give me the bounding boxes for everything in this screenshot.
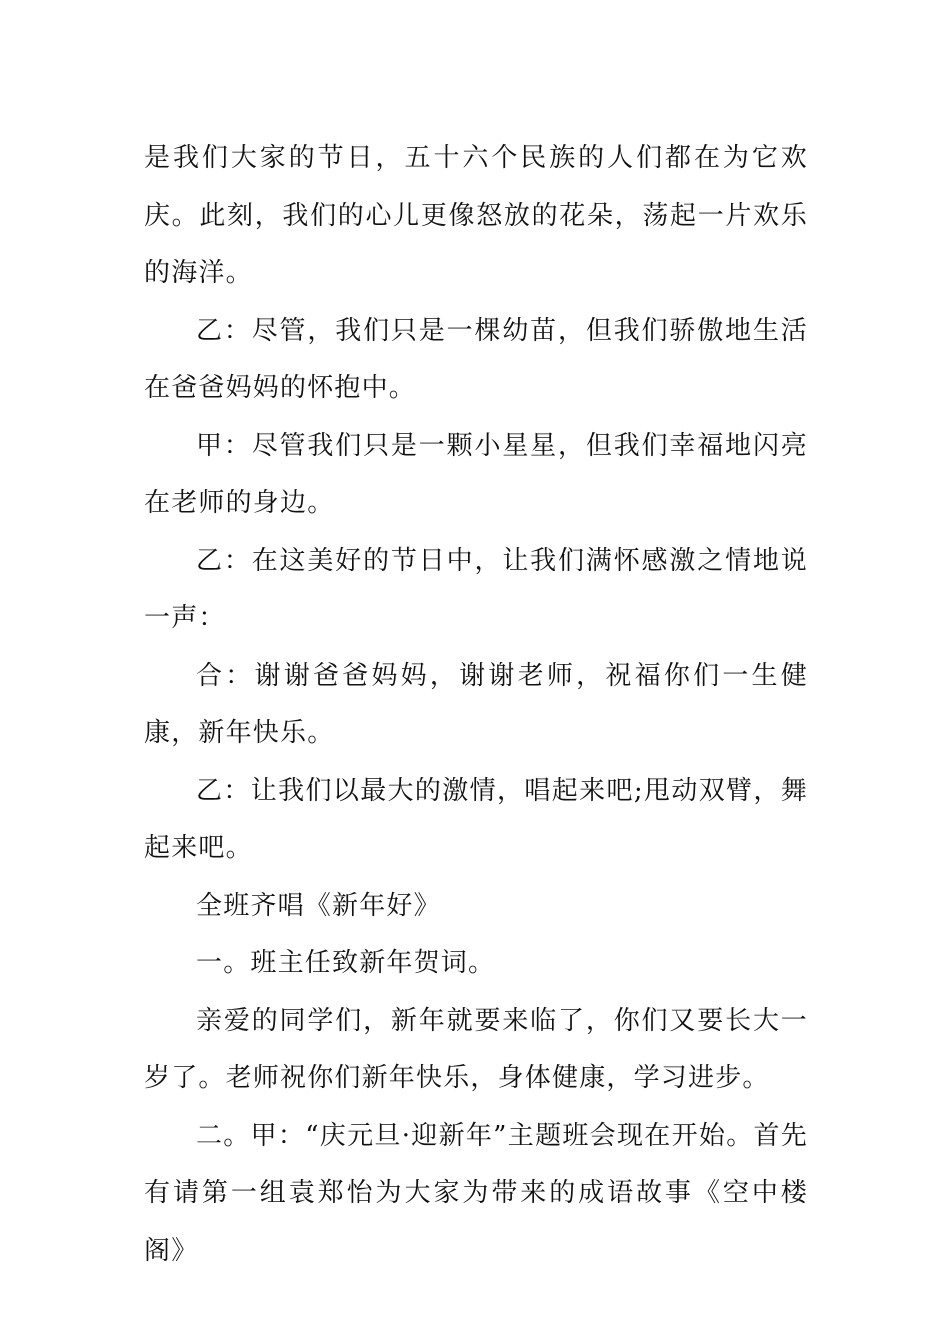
paragraph-8: 一。班主任致新年贺词。 xyxy=(196,948,496,978)
paragraph-6: 乙：让我们以最大的激情，唱起来吧;甩动双臂，舞起来吧。 xyxy=(144,775,808,863)
paragraph-9: 亲爱的同学们，新年就要来临了，你们又要长大一岁了。老师祝你们新年快乐，身体健康，学习进步。 xyxy=(144,1005,808,1093)
paragraph-3: 甲：尽管我们只是一颗小星星，但我们幸福地闪亮在老师的身边。 xyxy=(144,430,808,518)
paragraph-7: 全班齐唱《新年好》 xyxy=(196,890,441,921)
document-body xyxy=(144,130,808,1280)
paragraph-10: 二。甲：“庆元旦·迎新年”主题班会现在开始。首先有请第一组袁郑怡为大家为带来的成语故事《空中楼阁》 xyxy=(144,1120,808,1266)
paragraph-2: 乙：尽管，我们只是一棵幼苗，但我们骄傲地生活在爸爸妈妈的怀抱中。 xyxy=(144,315,808,403)
paragraph-4: 乙：在这美好的节日中，让我们满怀感激之情地说一声： xyxy=(144,545,808,633)
paragraph-1: 是我们大家的节日，五十六个民族的人们都在为它欢庆。此刻，我们的心儿更像怒放的花朵，荡起一片欢乐的海洋。 xyxy=(144,143,808,288)
paragraph-5: 合：谢谢爸爸妈妈，谢谢老师，祝福你们一生健康，新年快乐。 xyxy=(144,660,808,748)
